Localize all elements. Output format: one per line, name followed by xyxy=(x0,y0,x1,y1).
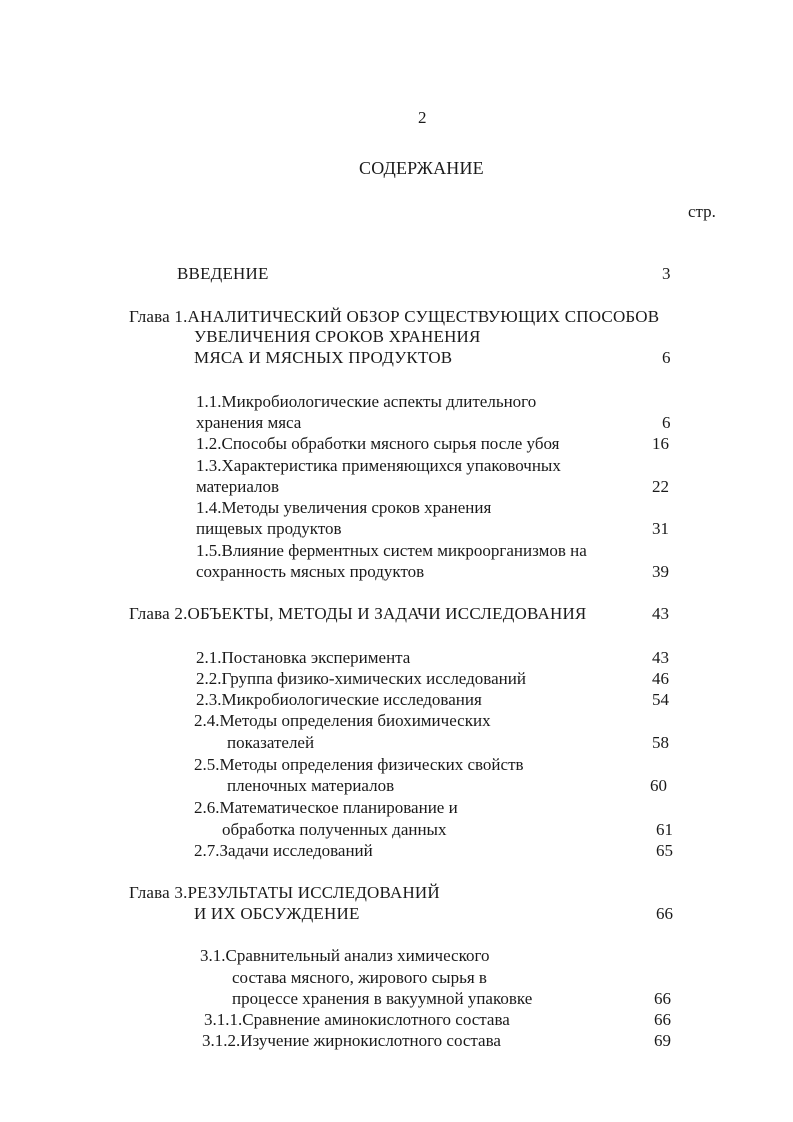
toc-page-number: 66 xyxy=(654,989,671,1008)
toc-page-number: 60 xyxy=(650,776,667,795)
toc-section-1-4-line-2: пищевых продуктов xyxy=(196,519,342,538)
toc-chapter-1-line-3: МЯСА И МЯСНЫХ ПРОДУКТОВ xyxy=(194,348,453,367)
toc-page-number: 31 xyxy=(652,519,669,538)
toc-section-2-4-line-1: 2.4.Методы определения биохимических xyxy=(194,711,491,730)
toc-section-2-4-line-2: показателей xyxy=(227,733,315,752)
toc-section-1-1-line-2: хранения мяса xyxy=(196,413,302,432)
toc-page-number: 39 xyxy=(652,562,669,581)
toc-page-number: 65 xyxy=(656,841,673,860)
toc-section-2-3: 2.3.Микробиологические исследования xyxy=(196,690,482,709)
page-column-label: стр. xyxy=(688,202,716,221)
toc-section-2-7: 2.7.Задачи исследований xyxy=(194,841,373,860)
toc-page-number: 16 xyxy=(652,434,669,453)
page-title: СОДЕРЖАНИЕ xyxy=(359,158,484,178)
toc-section-2-2: 2.2.Группа физико-химических исследований xyxy=(196,669,526,688)
toc-chapter-3-line-1: Глава 3.РЕЗУЛЬТАТЫ ИССЛЕДОВАНИЙ xyxy=(129,883,440,902)
toc-section-1-5-line-2: сохранность мясных продуктов xyxy=(196,562,425,581)
toc-page-number: 69 xyxy=(654,1031,671,1050)
toc-section-2-5-line-2: пленочных материалов xyxy=(227,776,395,795)
toc-section-3-1-2: 3.1.2.Изучение жирнокислотного состава xyxy=(202,1031,501,1050)
toc-section-3-1-line-2: состава мясного, жирового сырья в xyxy=(232,968,487,987)
toc-page-number: 6 xyxy=(662,413,671,432)
toc-page-number: 43 xyxy=(652,604,669,623)
toc-section-1-2: 1.2.Способы обработки мясного сырья после убоя xyxy=(196,434,560,453)
page-number: 2 xyxy=(418,108,427,127)
toc-page-number: 22 xyxy=(652,477,669,496)
toc-page-number: 3 xyxy=(662,264,671,283)
toc-page-number: 43 xyxy=(652,648,669,667)
toc-page-number: 58 xyxy=(652,733,669,752)
toc-page-number: 46 xyxy=(652,669,669,688)
toc-section-3-1-1: 3.1.1.Сравнение аминокислотного состава xyxy=(204,1010,510,1029)
toc-entry-introduction: ВВЕДЕНИЕ xyxy=(177,264,269,283)
toc-section-1-4-line-1: 1.4.Методы увеличения сроков хранения xyxy=(196,498,492,517)
toc-page-number: 61 xyxy=(656,820,673,839)
toc-chapter-2: Глава 2.ОБЪЕКТЫ, МЕТОДЫ И ЗАДАЧИ ИССЛЕДОВАНИЯ xyxy=(129,604,587,623)
toc-section-2-6-line-2: обработка полученных данных xyxy=(222,820,447,839)
toc-section-3-1-line-1: 3.1.Сравнительный анализ химического xyxy=(200,946,490,965)
toc-page-number: 66 xyxy=(656,904,673,923)
toc-section-1-5-line-1: 1.5.Влияние ферментных систем микроорганизмов на xyxy=(196,541,587,560)
toc-section-2-1: 2.1.Постановка эксперимента xyxy=(196,648,411,667)
toc-section-1-3-line-1: 1.3.Характеристика применяющихся упаковочных xyxy=(196,456,561,475)
toc-page-number: 54 xyxy=(652,690,669,709)
toc-page-number: 66 xyxy=(654,1010,671,1029)
toc-chapter-1-line-1: Глава 1.АНАЛИТИЧЕСКИЙ ОБЗОР СУЩЕСТВУЮЩИХ СПОСОБОВ xyxy=(129,307,660,326)
toc-section-1-3-line-2: материалов xyxy=(196,477,280,496)
toc-section-2-6-line-1: 2.6.Математическое планирование и xyxy=(194,798,458,817)
toc-chapter-1-line-2: УВЕЛИЧЕНИЯ СРОКОВ ХРАНЕНИЯ xyxy=(194,327,481,346)
toc-page-number: 6 xyxy=(662,348,671,367)
toc-chapter-3-line-2: И ИХ ОБСУЖДЕНИЕ xyxy=(194,904,360,923)
toc-section-3-1-line-3: процессе хранения в вакуумной упаковке xyxy=(232,989,533,1008)
toc-section-2-5-line-1: 2.5.Методы определения физических свойств xyxy=(194,755,524,774)
toc-section-1-1-line-1: 1.1.Микробиологические аспекты длительного xyxy=(196,392,537,411)
